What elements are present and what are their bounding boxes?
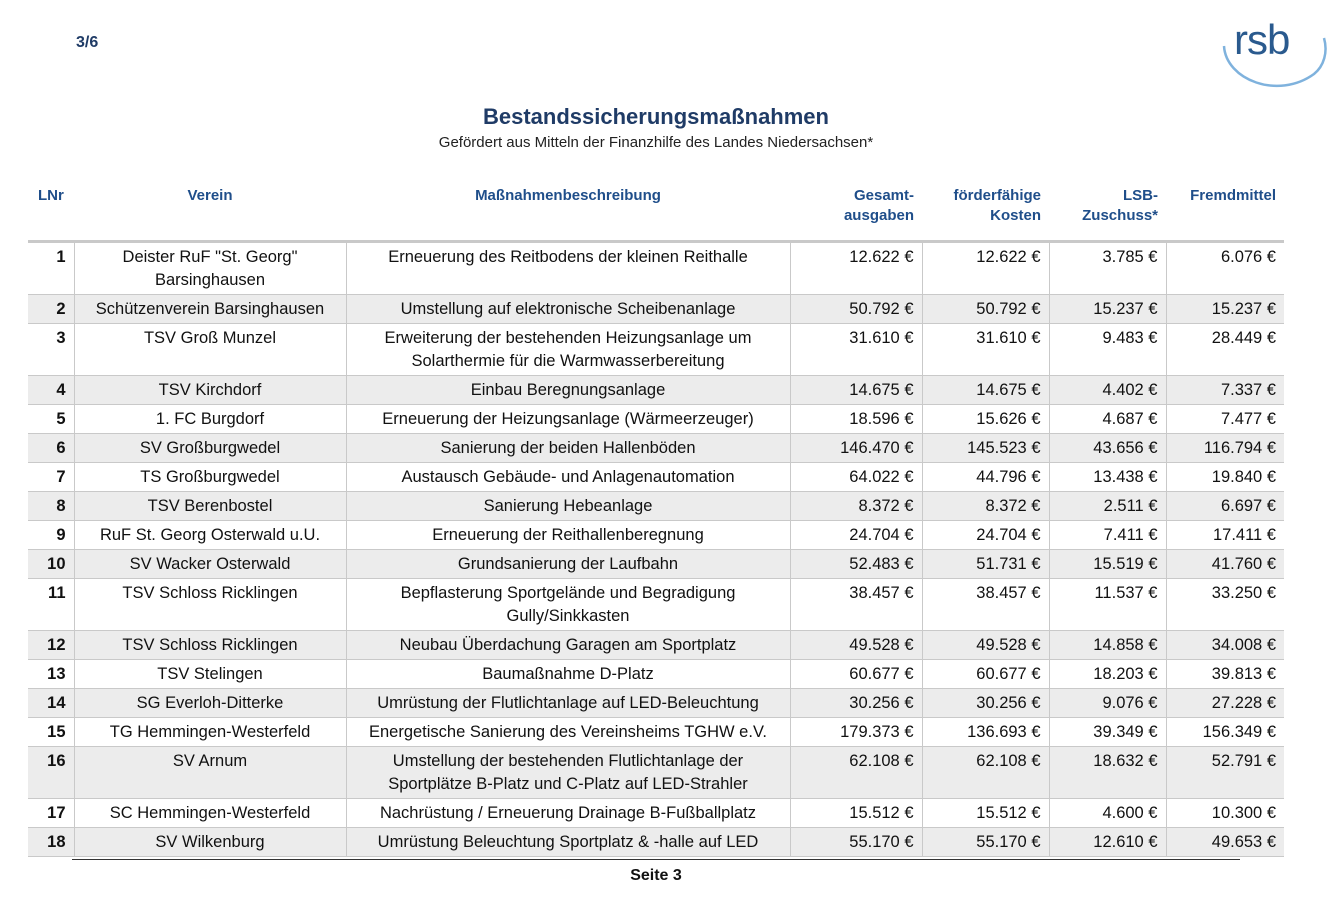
table-row — [28, 747, 1284, 799]
cell-foerder: 15.626 € — [922, 405, 1049, 434]
table-row — [28, 660, 1284, 689]
col-lsb-header-line2: Zuschuss* — [1082, 207, 1158, 224]
cell-fremd: 7.477 € — [1166, 405, 1284, 434]
cell-lnr: 8 — [28, 492, 74, 521]
cell-foerder: 51.731 € — [922, 550, 1049, 579]
col-lnr-header: LNr — [38, 187, 64, 204]
cell-fremd: 6.697 € — [1166, 492, 1284, 521]
logo-text: rsb — [1234, 16, 1290, 63]
table-row — [28, 463, 1284, 492]
table-row — [28, 689, 1284, 718]
cell-verein: SV Großburgwedel — [74, 434, 346, 463]
cell-lsb: 12.610 € — [1049, 828, 1166, 857]
cell-fremd: 10.300 € — [1166, 799, 1284, 828]
cell-verein: TSV Schloss Ricklingen — [74, 631, 346, 660]
table-row — [28, 799, 1284, 828]
cell-gesamt: 60.677 € — [790, 660, 922, 689]
col-gesamt-header-line2: ausgaben — [843, 207, 914, 224]
cell-gesamt: 62.108 € — [790, 747, 922, 799]
cell-fremd: 116.794 € — [1166, 434, 1284, 463]
cell-fremd: 6.076 € — [1166, 242, 1284, 295]
cell-lsb: 14.858 € — [1049, 631, 1166, 660]
cell-lnr: 3 — [56, 329, 66, 347]
cell-beschreibung: Erneuerung der Heizungsanlage (Wärmeerzeuger) — [346, 405, 790, 434]
cell-fremd: 27.228 € — [1166, 689, 1284, 718]
cell-verein: TSV Groß Munzel — [74, 324, 346, 376]
cell-foerder: 44.796 € — [922, 463, 1049, 492]
cell-lsb: 43.656 € — [1049, 434, 1166, 463]
col-foerder-header — [922, 184, 1049, 242]
cell-beschreibung: Umrüstung der Flutlichtanlage auf LED-Beleuchtung — [346, 689, 790, 718]
cell-fremd: 28.449 € — [1166, 324, 1284, 376]
measures-table-container — [28, 184, 1284, 857]
table-body — [28, 242, 1284, 857]
cell-fremd: 33.250 € — [1166, 579, 1284, 631]
cell-verein: TSV Kirchdorf — [74, 376, 346, 405]
cell-fremd: 156.349 € — [1166, 718, 1284, 747]
col-beschreibung-header: Maßnahmenbeschreibung — [475, 187, 661, 204]
cell-foerder: 30.256 € — [922, 689, 1049, 718]
cell-beschreibung: Sanierung Hebeanlage — [346, 492, 790, 521]
cell-lsb: 2.511 € — [1049, 492, 1166, 521]
col-gesamt-header — [790, 184, 922, 242]
cell-gesamt: 50.792 € — [790, 295, 922, 324]
cell-verein: SV Wilkenburg — [74, 828, 346, 857]
cell-gesamt: 55.170 € — [790, 828, 922, 857]
cell-verein: TSV Stelingen — [74, 660, 346, 689]
cell-lnr: 5 — [56, 410, 66, 428]
table-row — [28, 492, 1284, 521]
table-row — [28, 295, 1284, 324]
table-row — [28, 631, 1284, 660]
col-foerder-header-line1: förderfähige — [953, 187, 1041, 204]
cell-fremd: 7.337 € — [1166, 376, 1284, 405]
cell-gesamt: 18.596 € — [790, 405, 922, 434]
cell-lnr: 9 — [56, 526, 66, 544]
cell-verein: SC Hemmingen-Westerfeld — [74, 799, 346, 828]
cell-lnr: 12 — [28, 631, 74, 660]
cell-gesamt: 49.528 € — [790, 631, 922, 660]
page-title: Bestandssicherungsmaßnahmen — [483, 104, 829, 129]
cell-fremd: 34.008 € — [1166, 631, 1284, 660]
cell-verein: SV Wacker Osterwald — [74, 550, 346, 579]
cell-lsb: 9.483 € — [1049, 324, 1166, 376]
cell-beschreibung: Baumaßnahme D-Platz — [346, 660, 790, 689]
cell-lnr: 1 — [56, 248, 66, 266]
cell-foerder: 55.170 € — [922, 828, 1049, 857]
cell-beschreibung: Umstellung auf elektronische Scheibenanlage — [346, 295, 790, 324]
cell-verein: RuF St. Georg Osterwald u.U. — [74, 521, 346, 550]
cell-fremd: 41.760 € — [1166, 550, 1284, 579]
col-verein-header: Verein — [187, 187, 233, 204]
cell-lnr: 17 — [47, 804, 66, 822]
cell-lsb: 7.411 € — [1049, 521, 1166, 550]
cell-verein: TSV Schloss Ricklingen — [74, 579, 346, 631]
cell-fremd: 39.813 € — [1166, 660, 1284, 689]
cell-gesamt: 179.373 € — [790, 718, 922, 747]
table-row — [28, 828, 1284, 857]
table-row — [28, 579, 1284, 631]
table-row — [28, 550, 1284, 579]
cell-verein: TS Großburgwedel — [74, 463, 346, 492]
cell-verein: SV Arnum — [74, 747, 346, 799]
col-gesamt-header-line1: Gesamt- — [853, 187, 914, 204]
page-subtitle: Gefördert aus Mitteln der Finanzhilfe des Landes Niedersachsen* — [438, 134, 874, 151]
col-lsb-header-line1: LSB- — [1123, 187, 1158, 204]
cell-gesamt: 14.675 € — [790, 376, 922, 405]
table-row — [28, 434, 1284, 463]
cell-gesamt: 31.610 € — [790, 324, 922, 376]
cell-foerder: 50.792 € — [922, 295, 1049, 324]
table-row — [28, 324, 1284, 376]
cell-foerder: 15.512 € — [922, 799, 1049, 828]
cell-foerder: 145.523 € — [922, 434, 1049, 463]
cell-foerder: 8.372 € — [922, 492, 1049, 521]
cell-lsb: 4.687 € — [1049, 405, 1166, 434]
cell-gesamt: 8.372 € — [790, 492, 922, 521]
cell-lsb: 15.519 € — [1049, 550, 1166, 579]
col-lsb-header — [1049, 184, 1166, 242]
cell-gesamt: 15.512 € — [790, 799, 922, 828]
table-row — [28, 405, 1284, 434]
cell-beschreibung: Erneuerung des Reitbodens der kleinen Reithalle — [346, 242, 790, 295]
cell-beschreibung: Erweiterung der bestehenden Heizungsanlage um Solarthermie für die Warmwasserbereitung — [346, 324, 790, 376]
cell-verein: TSV Berenbostel — [74, 492, 346, 521]
cell-lnr: 6 — [28, 434, 74, 463]
cell-foerder: 12.622 € — [922, 242, 1049, 295]
measures-table — [28, 184, 1284, 857]
cell-verein: SG Everloh-Ditterke — [74, 689, 346, 718]
cell-gesamt: 38.457 € — [790, 579, 922, 631]
col-fremd-header: Fremdmittel — [1190, 187, 1276, 204]
cell-lsb: 9.076 € — [1049, 689, 1166, 718]
page-counter: 3/6 — [76, 34, 99, 51]
cell-lsb: 4.600 € — [1049, 799, 1166, 828]
cell-lnr: 4 — [28, 376, 74, 405]
page-footer: Seite 3 — [630, 867, 682, 884]
cell-foerder: 31.610 € — [922, 324, 1049, 376]
table-row — [28, 521, 1284, 550]
cell-lnr: 11 — [48, 584, 66, 602]
cell-foerder: 38.457 € — [922, 579, 1049, 631]
cell-beschreibung: Erneuerung der Reithallenberegnung — [346, 521, 790, 550]
footer-divider — [72, 859, 1240, 860]
col-foerder-header-line2: Kosten — [990, 207, 1041, 224]
cell-fremd: 17.411 € — [1166, 521, 1284, 550]
cell-verein: 1. FC Burgdorf — [74, 405, 346, 434]
cell-lsb: 18.632 € — [1049, 747, 1166, 799]
table-row — [28, 376, 1284, 405]
rsb-logo — [1218, 8, 1328, 98]
cell-lsb: 39.349 € — [1049, 718, 1166, 747]
cell-fremd: 52.791 € — [1166, 747, 1284, 799]
cell-fremd: 19.840 € — [1166, 463, 1284, 492]
cell-verein: TG Hemmingen-Westerfeld — [74, 718, 346, 747]
cell-gesamt: 64.022 € — [790, 463, 922, 492]
cell-gesamt: 30.256 € — [790, 689, 922, 718]
cell-lnr: 10 — [28, 550, 74, 579]
cell-verein: Schützenverein Barsinghausen — [74, 295, 346, 324]
cell-lsb: 3.785 € — [1049, 242, 1166, 295]
cell-lsb: 18.203 € — [1049, 660, 1166, 689]
cell-beschreibung: Umrüstung Beleuchtung Sportplatz & -halle auf LED — [346, 828, 790, 857]
cell-lnr: 18 — [28, 828, 74, 857]
table-header — [28, 184, 1284, 242]
cell-lsb: 4.402 € — [1049, 376, 1166, 405]
cell-lsb: 15.237 € — [1049, 295, 1166, 324]
table-row — [28, 242, 1284, 295]
cell-beschreibung: Grundsanierung der Laufbahn — [346, 550, 790, 579]
cell-lnr: 14 — [28, 689, 74, 718]
cell-lnr: 7 — [56, 468, 66, 486]
cell-foerder: 136.693 € — [922, 718, 1049, 747]
cell-beschreibung: Sanierung der beiden Hallenböden — [346, 434, 790, 463]
cell-lnr: 2 — [28, 295, 74, 324]
table-row — [28, 718, 1284, 747]
cell-beschreibung: Neubau Überdachung Garagen am Sportplatz — [346, 631, 790, 660]
cell-foerder: 24.704 € — [922, 521, 1049, 550]
cell-verein: Deister RuF "St. Georg" Barsinghausen — [74, 242, 346, 295]
cell-beschreibung: Bepflasterung Sportgelände und Begradigung Gully/Sinkkasten — [346, 579, 790, 631]
cell-foerder: 49.528 € — [922, 631, 1049, 660]
cell-beschreibung: Nachrüstung / Erneuerung Drainage B-Fußballplatz — [346, 799, 790, 828]
cell-lnr: 16 — [28, 747, 74, 799]
cell-gesamt: 146.470 € — [790, 434, 922, 463]
cell-gesamt: 52.483 € — [790, 550, 922, 579]
cell-lnr: 15 — [47, 723, 66, 741]
cell-lnr: 13 — [47, 665, 66, 683]
cell-beschreibung: Energetische Sanierung des Vereinsheims TGHW e.V. — [346, 718, 790, 747]
cell-fremd: 49.653 € — [1166, 828, 1284, 857]
cell-fremd: 15.237 € — [1166, 295, 1284, 324]
cell-lsb: 11.537 € — [1049, 579, 1166, 631]
cell-beschreibung: Umstellung der bestehenden Flutlichtanlage der Sportplätze B-Platz und C-Platz auf LED-Strahler — [346, 747, 790, 799]
cell-lsb: 13.438 € — [1049, 463, 1166, 492]
cell-foerder: 60.677 € — [922, 660, 1049, 689]
cell-foerder: 62.108 € — [922, 747, 1049, 799]
cell-foerder: 14.675 € — [922, 376, 1049, 405]
cell-gesamt: 24.704 € — [790, 521, 922, 550]
cell-beschreibung: Einbau Beregnungsanlage — [346, 376, 790, 405]
cell-gesamt: 12.622 € — [790, 242, 922, 295]
cell-beschreibung: Austausch Gebäude- und Anlagenautomation — [346, 463, 790, 492]
